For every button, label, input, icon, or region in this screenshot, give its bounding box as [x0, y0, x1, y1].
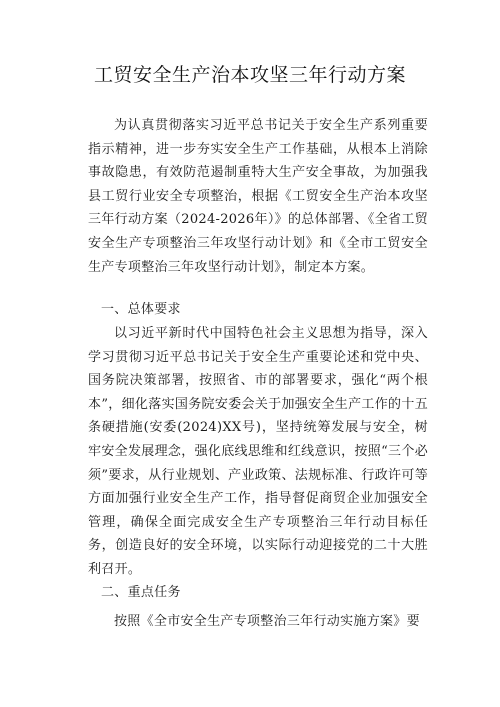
document-title: 工贸安全生产治本攻坚三年行动方案	[93, 64, 406, 86]
section-paragraph-key-tasks: 按照《全市安全生产专项整治三年行动实施方案》要	[114, 614, 420, 629]
section-heading-general-requirements: 一、总体要求	[101, 302, 181, 317]
section-heading-key-tasks: 二、重点任务	[101, 585, 181, 600]
section-paragraph-general-requirements: 以习近平新时代中国特色社会主义思想为指导，深入学习贯彻习近平总书记关于安全生产重要论述和党中央、国务院决策部署，按照省、市的部署要求，强化“两个根本”，细化落实国务院安委会关于加强安全生产工作的十五条硬措施(安委(2024)XX号)，坚持统筹发展与安全，树牢安全发展理念，强化底线思维和红线意识，按照“三个必须”要求，从行业规划、产业政策、法规标准、行政许可等方面加强行业安全生产工作，指导督促商贸企业加强安全管理，确保全面完成安全生产专项整治三年行动目标任务，创造良好的安全环境，以实际行动迎接党的二十大胜利召开。	[88, 326, 428, 577]
intro-paragraph: 为认真贯彻落实习近平总书记关于安全生产系列重要指示精神，进一步夯实安全生产工作基础，从根本上消除事故隐患，有效防范遏制重特大生产安全事故，为加强我县工贸行业安全专项整治，根据《工贸安全生产治本攻坚三年行动方案（2024-2026年）》的总体部署、《全省工贸安全生产专项整治三年攻坚行动计划》和《全市工贸安全生产专项整治三年攻坚行动计划》，制定本方案。	[88, 118, 428, 275]
